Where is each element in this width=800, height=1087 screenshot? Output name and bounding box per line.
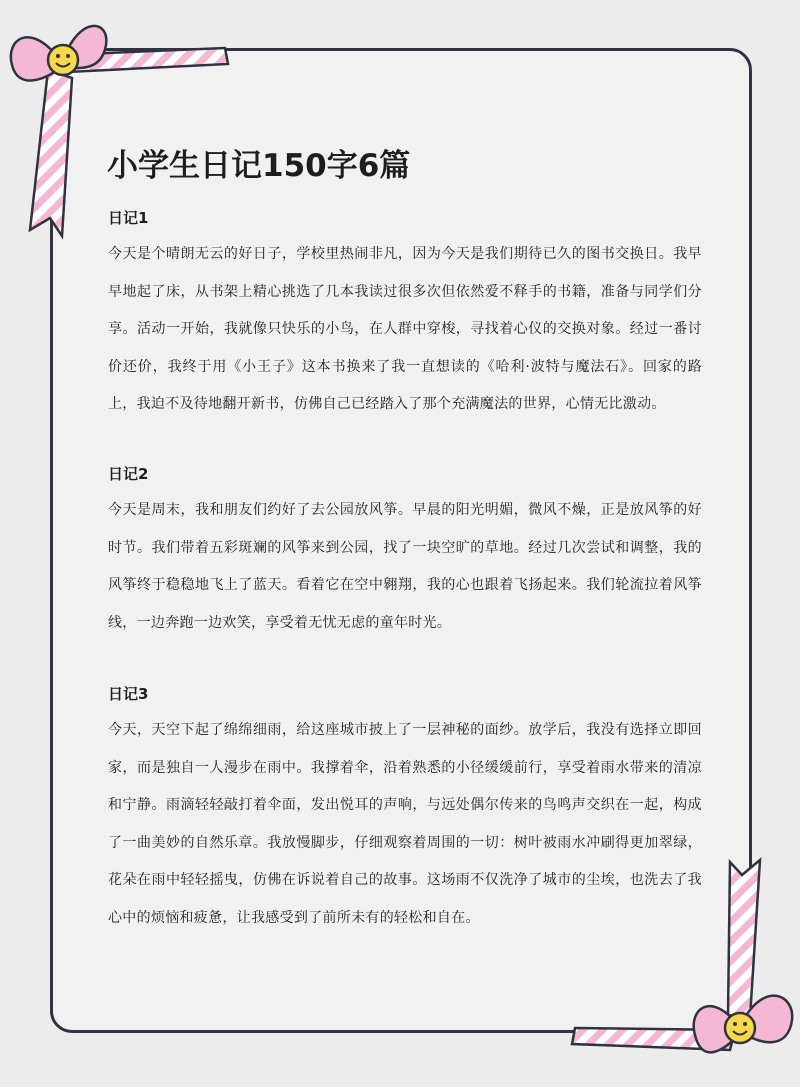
entry-heading-1: 日记1 (108, 209, 149, 227)
entry-text-3: 今天，天空下起了绵绵细雨，给这座城市披上了一层神秘的面纱。放学后，我没有选择立即回家，而是独自一人漫步在雨中。我撑着伞，沿着熟悉的小径缓缓前行，享受着雨水带来的清凉和宁静。雨滴轻轻敲打着伞面，发出悦耳的声响，与远处偶尔传来的鸟鸣声交织在一起，构成了一曲美妙的自然乐章。我放慢脚步，仔细观察着周围的一切：树叶被雨水冲刷得更加翠绿，花朵在雨中轻轻摇曳，仿佛在诉说着自己的故事。这场雨不仅洗净了城市的尘埃，也洗去了我心中的烦恼和疲惫，让我感受到了前所未有的轻松和自在。 (108, 722, 702, 926)
ribbon-bow-bottom-right-icon (560, 850, 800, 1087)
entry-text-1: 今天是个晴朗无云的好日子，学校里热闹非凡，因为今天是我们期待已久的图书交换日。我早早地起了床，从书架上精心挑选了几本我读过很多次但依然爱不释手的书籍，准备与同学们分享。活动一开始，我就像只快乐的小鸟，在人群中穿梭，寻找着心仪的交换对象。经过一番讨价还价，我终于用《小王子》这本书换来了我一直想读的《哈利·波特与魔法石》。回家的路上，我迫不及待地翻开新书，仿佛自己已经踏入了那个充满魔法的世界，心情无比激动。 (108, 246, 702, 412)
page-title: 小学生日记150字6篇 (107, 148, 411, 184)
ribbon-bow-top-left-icon (0, 0, 240, 240)
entry-text-2: 今天是周末，我和朋友们约好了去公园放风筝。早晨的阳光明媚，微风不燥，正是放风筝的好时节。我们带着五彩斑斓的风筝来到公园，找了一块空旷的草地。经过几次尝试和调整，我的风筝终于稳稳地飞上了蓝天。看着它在空中翱翔，我的心也跟着飞扬起来。我们轮流拉着风筝线，一边奔跑一边欢笑，享受着无忧无虑的童年时光。 (108, 502, 702, 631)
entry-heading-2: 日记2 (108, 465, 149, 483)
entry-heading-3: 日记3 (108, 685, 149, 703)
